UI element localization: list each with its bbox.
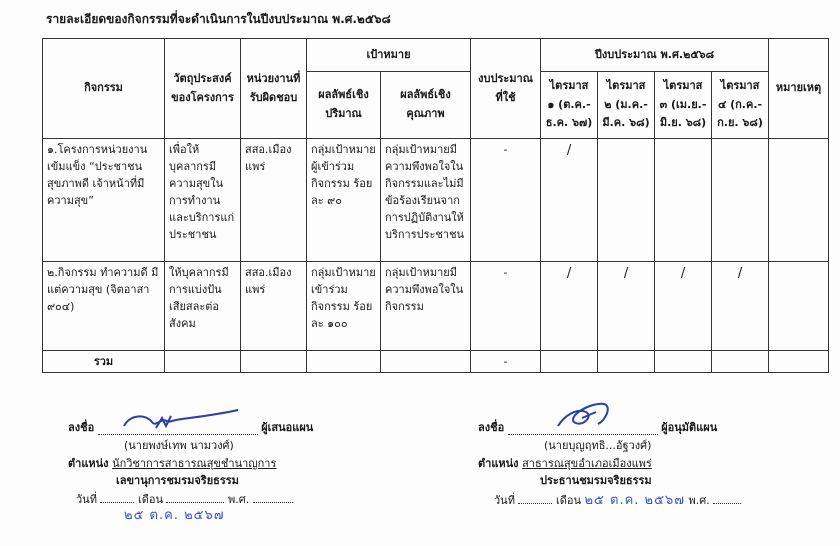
quarter-2-mark <box>598 139 655 262</box>
header-quarter-4: ไตรมาส ๔ (ก.ค.-ก.ย. ๖๘) <box>712 72 769 139</box>
empty-cell <box>241 351 307 373</box>
table-row <box>43 139 829 262</box>
total-row <box>43 351 829 373</box>
empty-cell <box>598 351 655 373</box>
activity-cell: ๒.กิจกรรม ทำความดี มีแต่ความสุข (จิตอาสา ๙๐๔) <box>43 262 165 351</box>
objective-cell: ให้บุคลากรมีการแบ่งปันเสียสละต่อสังคม <box>165 262 241 351</box>
document-title: รายละเอียดของกิจกรรมที่จะดำเนินการในปีงบประมาณ พ.ศ.๒๕๖๘ <box>46 12 391 26</box>
empty-cell <box>712 351 769 373</box>
quarter-1-mark: / <box>541 139 598 262</box>
quantity-cell: กลุ่มเป้าหมายเข้าร่วมกิจกรรม ร้อยละ ๑๐๐ <box>307 262 381 351</box>
date-stamp: ๒๕ ต.ค. ๒๕๖๗ <box>584 492 685 508</box>
month-label: เดือน <box>555 493 581 507</box>
table-row <box>43 262 829 351</box>
sub-position: ประธานชมรมจริยธรรม <box>540 474 652 488</box>
header-objective: วัตถุประสงค์ของโครงการ <box>165 39 241 139</box>
header-unit: หน่วยงานที่รับผิดชอบ <box>241 39 307 139</box>
activity-cell: ๑.โครงการหน่วยงานเข้มแข็ง “ประชาชนสุขภาพดี เจ้าหน้าที่มีความสุข” <box>43 139 165 262</box>
empty-cell <box>769 351 829 373</box>
empty-cell <box>541 351 598 373</box>
budget-cell: - <box>471 139 541 262</box>
handwritten-signature <box>116 406 246 434</box>
position-label: ตำแหน่ง <box>478 456 519 470</box>
position-label: ตำแหน่ง <box>68 456 109 470</box>
handwritten-signature <box>552 398 622 434</box>
quarter-4-mark: / <box>712 262 769 351</box>
approver-signature-block <box>478 420 798 510</box>
quarter-2-mark: / <box>598 262 655 351</box>
total-budget: - <box>471 351 541 373</box>
empty-cell <box>381 351 471 373</box>
remark-cell <box>769 262 829 351</box>
date-prefix: วันที่ <box>494 493 515 507</box>
header-activity: กิจกรรม <box>43 39 165 139</box>
unit-cell: สสอ.เมืองแพร่ <box>241 139 307 262</box>
total-label: รวม <box>43 351 165 373</box>
header-quarter-2: ไตรมาส ๒ (ม.ค.-มี.ค. ๖๘) <box>598 72 655 139</box>
sub-position: เลขานุการชมรมจริยธรรม <box>116 474 239 488</box>
header-target-quantity: ผลลัพธ์เชิงปริมาณ <box>307 72 381 139</box>
signer-name: (นายบุญฤทธิ...อัฐวงศ์) <box>544 439 652 453</box>
quality-cell: กลุ่มเป้าหมายมีความพึงพอใจในกิจกรรมและไม่มีข้อร้องเรียนจากการปฏิบัติงานให้บริการประชาชน <box>381 139 471 262</box>
header-budget: งบประมาณที่ใช้ <box>471 39 541 139</box>
quarter-3-mark <box>655 139 712 262</box>
position-value: สาธารณสุขอำเภอเมืองแพร่ <box>522 456 652 470</box>
quarter-1-mark: / <box>541 262 598 351</box>
empty-cell <box>165 351 241 373</box>
header-target-quality: ผลลัพธ์เชิงคุณภาพ <box>381 72 471 139</box>
quarter-4-mark <box>712 139 769 262</box>
quarter-3-mark: / <box>655 262 712 351</box>
quantity-cell: กลุ่มเป้าหมายผู้เข้าร่วมกิจกรรม ร้อยละ ๙๐ <box>307 139 381 262</box>
date-prefix: วันที่ <box>76 492 97 506</box>
sign-label: ลงชื่อ <box>478 421 505 434</box>
year-label: พ.ศ. <box>227 492 250 506</box>
objective-cell: เพื่อให้บุคลากรมีความสุขในการทำงานและบริการแก่ประชาชน <box>165 139 241 262</box>
signature-line <box>98 420 258 435</box>
sign-label: ลงชื่อ <box>68 421 95 434</box>
unit-cell: สสอ.เมืองแพร่ <box>241 262 307 351</box>
proposer-signature-block <box>68 420 368 525</box>
header-target: เป้าหมาย <box>307 39 471 72</box>
remark-cell <box>769 139 829 262</box>
header-remark: หมายเหตุ <box>769 39 829 139</box>
header-quarter-1: ไตรมาส ๑ (ต.ค.-ธ.ค. ๖๗) <box>541 72 598 139</box>
empty-cell <box>307 351 381 373</box>
budget-cell: - <box>471 262 541 351</box>
year-label: พ.ศ. <box>688 493 710 507</box>
signature-line <box>508 420 658 435</box>
quality-cell: กลุ่มเป้าหมายมีความพึงพอใจในกิจกรรม <box>381 262 471 351</box>
header-quarter-3: ไตรมาส ๓ (เม.ย.-มิ.ย. ๖๘) <box>655 72 712 139</box>
role-label: ผู้เสนอแผน <box>261 421 314 434</box>
position-value: นักวิชาการสาธารณสุขชำนาญการ <box>112 456 277 470</box>
header-fiscal-year: ปีงบประมาณ พ.ศ.๒๕๖๘ <box>541 39 769 72</box>
signer-name: (นายพงษ์เทพ นามวงศ์) <box>124 439 234 453</box>
activity-plan-table <box>42 38 829 373</box>
date-stamp: ๒๕ ต.ค. ๒๕๖๗ <box>124 507 225 523</box>
role-label: ผู้อนุมัติแผน <box>661 421 718 434</box>
empty-cell <box>655 351 712 373</box>
month-label: เดือน <box>137 492 163 506</box>
